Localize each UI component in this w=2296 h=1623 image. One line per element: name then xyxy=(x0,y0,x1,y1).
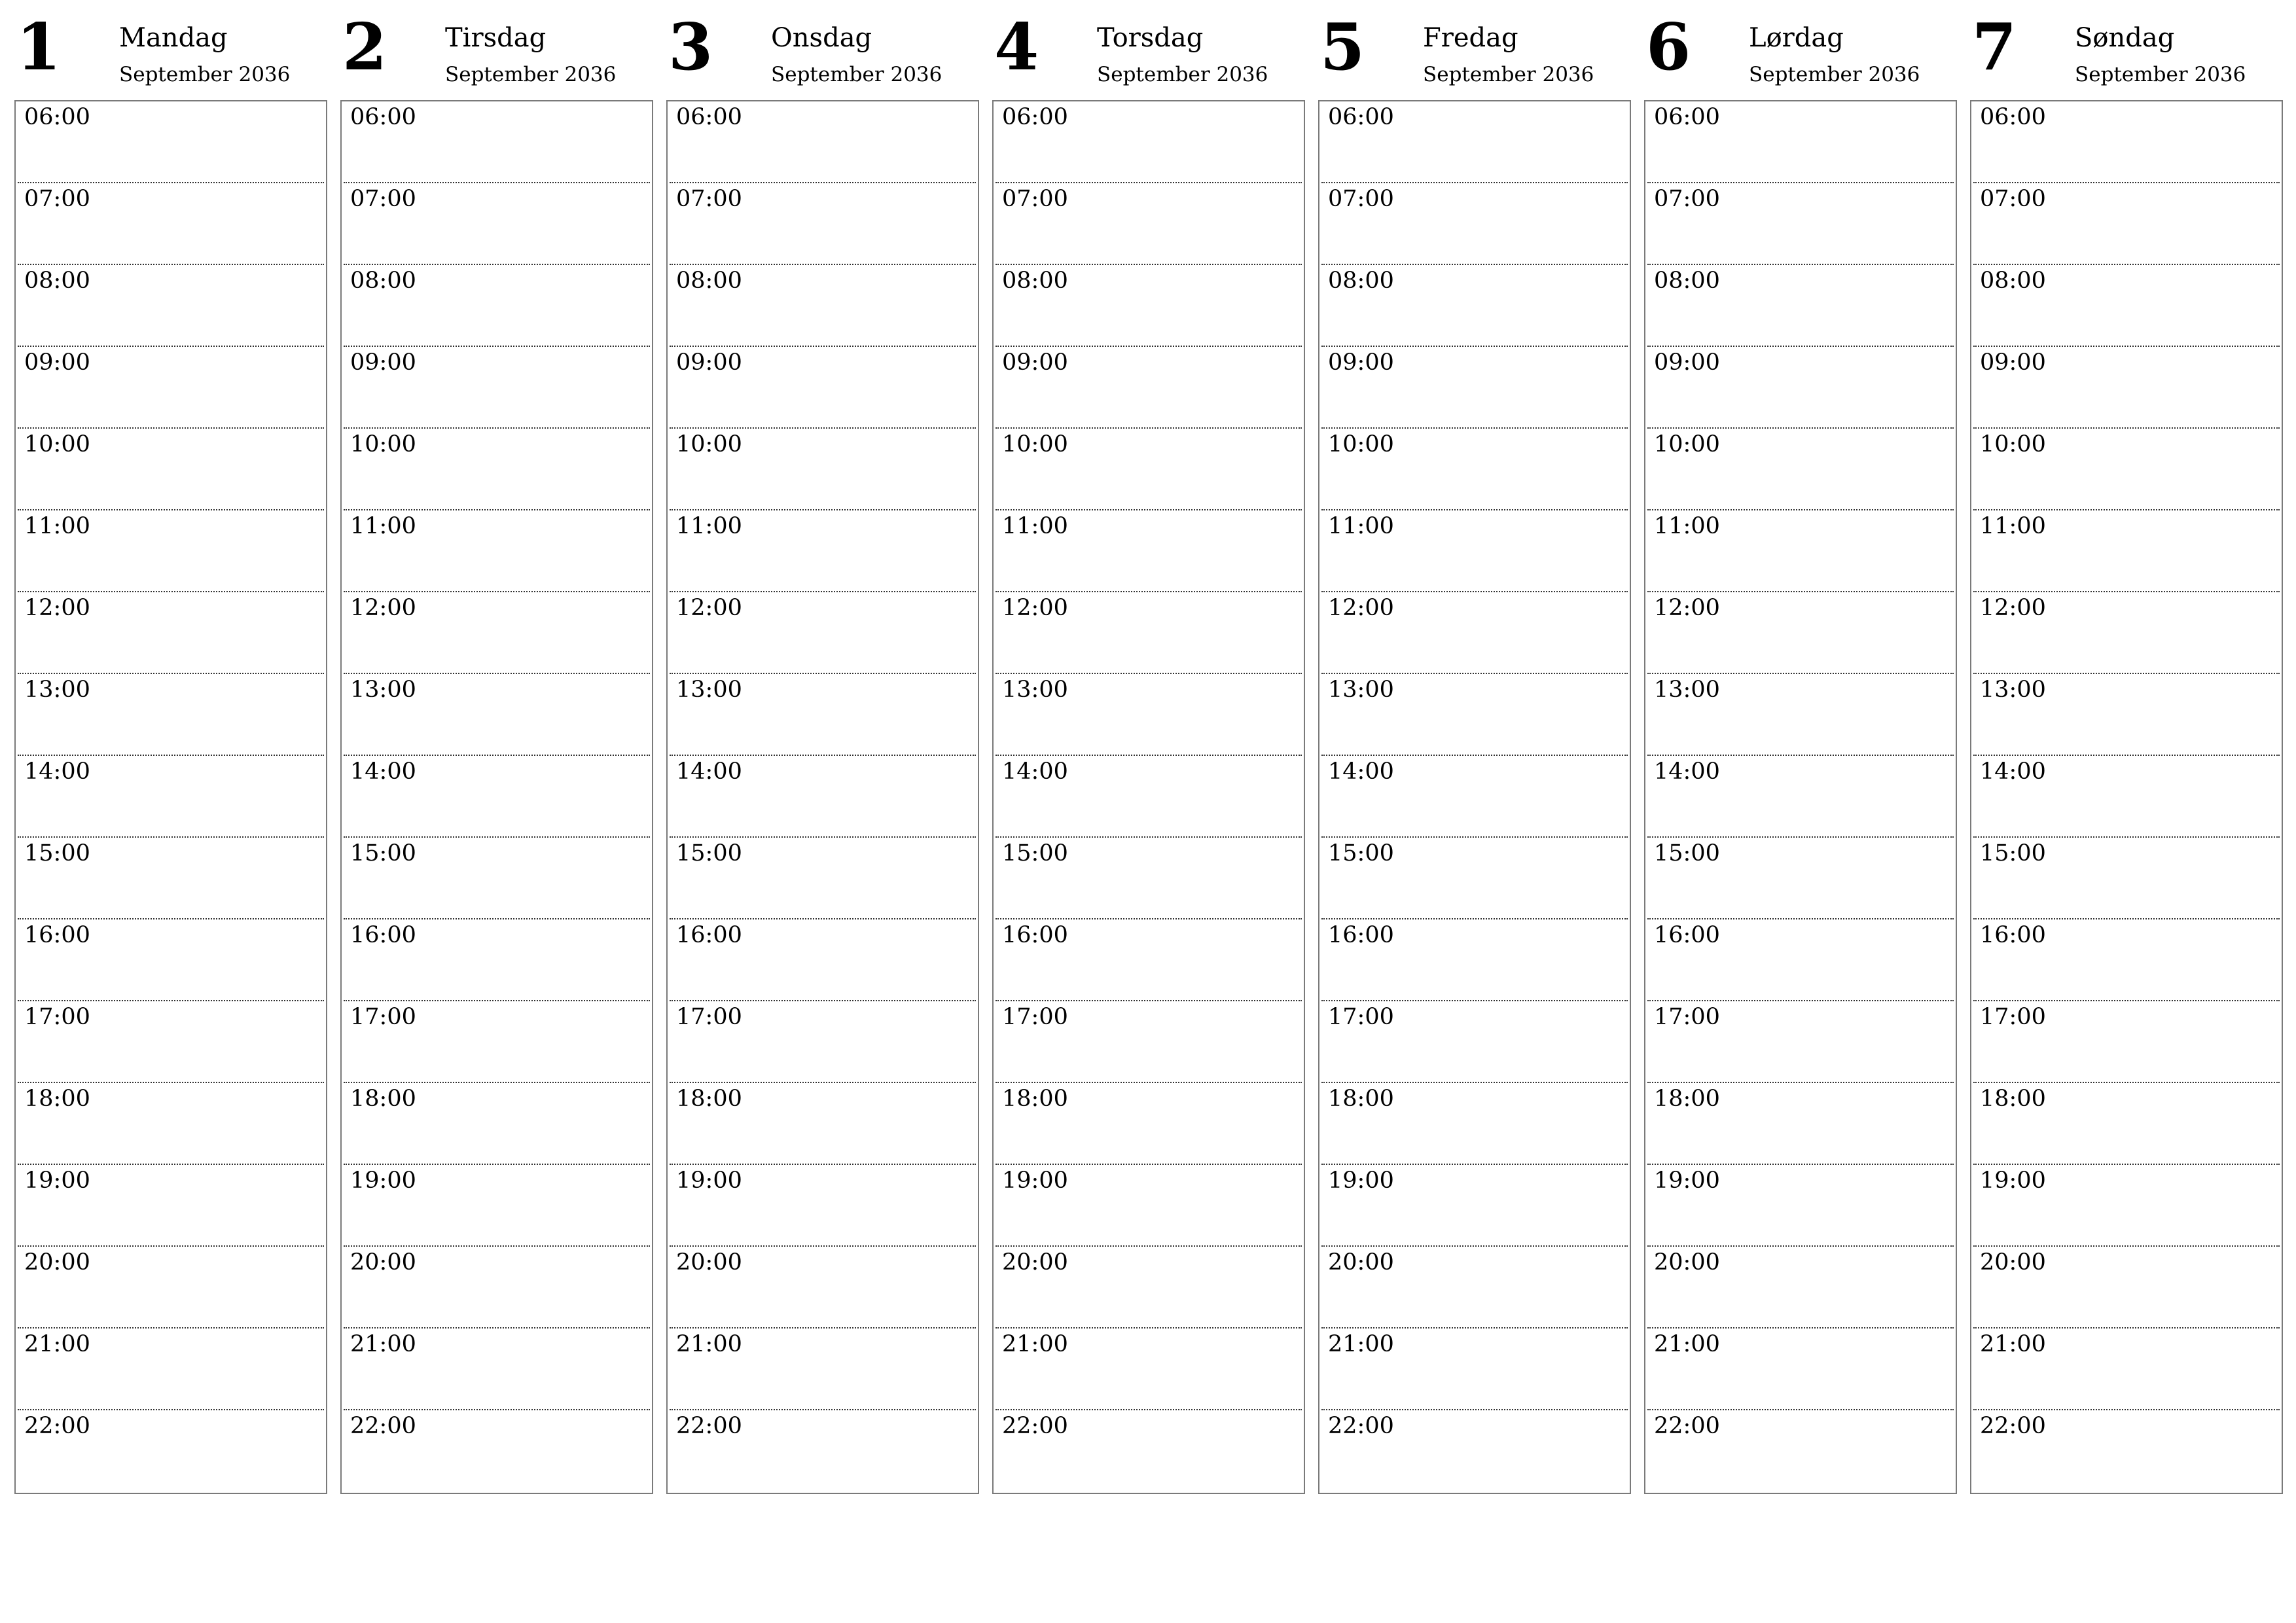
time-slot xyxy=(18,510,324,592)
time-label: 11:00 xyxy=(1328,513,1394,539)
time-label: 15:00 xyxy=(1654,840,1720,866)
weekday-name: Lørdag xyxy=(1749,23,1844,53)
time-slot xyxy=(1973,429,2280,510)
time-slot xyxy=(18,347,324,429)
time-label: 19:00 xyxy=(350,1168,416,1194)
time-slot xyxy=(1973,1247,2280,1329)
time-slot xyxy=(1647,838,1954,919)
time-label: 17:00 xyxy=(1654,1004,1720,1030)
time-slot xyxy=(996,1165,1302,1247)
time-slot xyxy=(1647,1329,1954,1410)
time-slot xyxy=(18,265,324,347)
time-slot xyxy=(1973,756,2280,838)
time-slot xyxy=(1973,510,2280,592)
time-label: 12:00 xyxy=(24,595,90,621)
time-label: 12:00 xyxy=(350,595,416,621)
time-slot xyxy=(1321,1247,1628,1329)
time-label: 13:00 xyxy=(1980,677,2046,703)
time-label: 17:00 xyxy=(676,1004,742,1030)
time-slot xyxy=(18,1165,324,1247)
time-slot xyxy=(670,756,976,838)
time-slot xyxy=(1321,510,1628,592)
time-slot xyxy=(996,838,1302,919)
time-label: 17:00 xyxy=(1002,1004,1068,1030)
time-slot xyxy=(996,347,1302,429)
time-slot xyxy=(1973,838,2280,919)
time-slot xyxy=(1321,756,1628,838)
time-label: 11:00 xyxy=(1654,513,1720,539)
time-slot xyxy=(18,592,324,674)
time-slot xyxy=(670,1001,976,1083)
time-slot xyxy=(1647,1165,1954,1247)
day-schedule-box xyxy=(1318,100,1631,1494)
time-slot xyxy=(1647,429,1954,510)
time-slot xyxy=(18,1247,324,1329)
time-slot xyxy=(1647,592,1954,674)
time-slot xyxy=(1321,1001,1628,1083)
time-label: 15:00 xyxy=(350,840,416,866)
time-label: 13:00 xyxy=(350,677,416,703)
time-label: 22:00 xyxy=(1654,1413,1720,1439)
time-label: 20:00 xyxy=(24,1249,90,1275)
time-slot xyxy=(344,1247,650,1329)
day-column xyxy=(992,0,1305,1439)
time-slot xyxy=(344,756,650,838)
day-number: 3 xyxy=(668,10,713,85)
time-label: 09:00 xyxy=(1328,349,1394,376)
time-label: 10:00 xyxy=(1980,431,2046,457)
time-slot xyxy=(996,1329,1302,1410)
time-slot xyxy=(1321,592,1628,674)
time-slot xyxy=(996,1410,1302,1492)
day-schedule-box xyxy=(1970,100,2283,1494)
time-label: 19:00 xyxy=(24,1168,90,1194)
time-slot xyxy=(670,429,976,510)
time-slot xyxy=(1647,1247,1954,1329)
time-slot xyxy=(1647,1083,1954,1165)
weekday-name: Fredag xyxy=(1423,23,1518,53)
time-slot xyxy=(18,183,324,265)
time-label: 06:00 xyxy=(350,104,416,130)
time-slot xyxy=(670,674,976,756)
time-label: 15:00 xyxy=(1980,840,2046,866)
time-slot xyxy=(996,510,1302,592)
time-slot xyxy=(996,756,1302,838)
time-label: 18:00 xyxy=(24,1086,90,1112)
time-slot xyxy=(1321,183,1628,265)
time-label: 14:00 xyxy=(350,758,416,785)
time-label: 14:00 xyxy=(1328,758,1394,785)
time-slot xyxy=(18,838,324,919)
time-label: 22:00 xyxy=(1980,1413,2046,1439)
time-slot xyxy=(1647,183,1954,265)
time-label: 06:00 xyxy=(1002,104,1068,130)
time-slot xyxy=(1321,838,1628,919)
time-label: 19:00 xyxy=(1002,1168,1068,1194)
time-label: 21:00 xyxy=(350,1331,416,1357)
time-label: 11:00 xyxy=(24,513,90,539)
day-number: 2 xyxy=(342,10,387,85)
day-header xyxy=(1644,0,1957,100)
time-label: 18:00 xyxy=(1654,1086,1720,1112)
time-label: 18:00 xyxy=(1980,1086,2046,1112)
time-slot xyxy=(1973,674,2280,756)
time-slot xyxy=(344,265,650,347)
time-label: 07:00 xyxy=(1328,186,1394,212)
time-slot xyxy=(1321,1165,1628,1247)
weekday-name: Søndag xyxy=(2075,23,2175,53)
time-label: 20:00 xyxy=(1654,1249,1720,1275)
time-slot xyxy=(670,1083,976,1165)
time-label: 06:00 xyxy=(24,104,90,130)
time-slot xyxy=(344,101,650,183)
time-slot xyxy=(1647,674,1954,756)
time-label: 15:00 xyxy=(676,840,742,866)
day-number: 7 xyxy=(1972,10,2017,85)
time-label: 17:00 xyxy=(350,1004,416,1030)
time-label: 08:00 xyxy=(1654,268,1720,294)
time-label: 09:00 xyxy=(676,349,742,376)
time-label: 18:00 xyxy=(350,1086,416,1112)
time-label: 20:00 xyxy=(1328,1249,1394,1275)
time-label: 18:00 xyxy=(1002,1086,1068,1112)
time-label: 14:00 xyxy=(1002,758,1068,785)
time-label: 15:00 xyxy=(24,840,90,866)
month-year-label: September 2036 xyxy=(119,63,291,86)
time-label: 11:00 xyxy=(676,513,742,539)
day-column xyxy=(14,0,327,1439)
time-slot xyxy=(18,1083,324,1165)
time-slot xyxy=(996,265,1302,347)
day-column xyxy=(1644,0,1957,1439)
time-label: 08:00 xyxy=(1328,268,1394,294)
day-schedule-box xyxy=(992,100,1305,1494)
time-label: 11:00 xyxy=(1002,513,1068,539)
time-slot xyxy=(670,1329,976,1410)
time-slot xyxy=(344,1410,650,1492)
time-slot xyxy=(344,347,650,429)
time-label: 22:00 xyxy=(1002,1413,1068,1439)
time-slot xyxy=(344,919,650,1001)
time-label: 14:00 xyxy=(24,758,90,785)
time-label: 16:00 xyxy=(350,922,416,948)
time-slot xyxy=(344,510,650,592)
time-label: 06:00 xyxy=(676,104,742,130)
day-number: 6 xyxy=(1646,10,1691,85)
time-label: 07:00 xyxy=(24,186,90,212)
time-label: 16:00 xyxy=(1328,922,1394,948)
month-year-label: September 2036 xyxy=(771,63,942,86)
time-label: 15:00 xyxy=(1328,840,1394,866)
time-label: 08:00 xyxy=(1002,268,1068,294)
time-label: 11:00 xyxy=(1980,513,2046,539)
time-slot xyxy=(18,1410,324,1492)
day-number: 1 xyxy=(16,10,62,85)
time-label: 09:00 xyxy=(350,349,416,376)
time-label: 10:00 xyxy=(1654,431,1720,457)
month-year-label: September 2036 xyxy=(1097,63,1268,86)
time-slot xyxy=(1973,1410,2280,1492)
time-label: 07:00 xyxy=(1654,186,1720,212)
time-label: 10:00 xyxy=(24,431,90,457)
time-slot xyxy=(1647,756,1954,838)
time-slot xyxy=(1321,1410,1628,1492)
time-label: 12:00 xyxy=(1328,595,1394,621)
time-label: 19:00 xyxy=(1980,1168,2046,1194)
time-label: 10:00 xyxy=(1002,431,1068,457)
time-label: 21:00 xyxy=(24,1331,90,1357)
time-slot xyxy=(996,592,1302,674)
time-label: 16:00 xyxy=(1980,922,2046,948)
month-year-label: September 2036 xyxy=(1423,63,1594,86)
time-slot xyxy=(1321,429,1628,510)
time-slot xyxy=(344,429,650,510)
time-slot xyxy=(1647,347,1954,429)
time-label: 21:00 xyxy=(1654,1331,1720,1357)
time-slot xyxy=(18,1001,324,1083)
time-slot xyxy=(18,101,324,183)
time-slot xyxy=(1647,510,1954,592)
weekday-name: Tirsdag xyxy=(445,23,547,53)
month-year-label: September 2036 xyxy=(1749,63,1920,86)
time-slot xyxy=(996,1001,1302,1083)
time-label: 14:00 xyxy=(1654,758,1720,785)
day-header xyxy=(14,0,327,100)
time-label: 13:00 xyxy=(676,677,742,703)
time-label: 08:00 xyxy=(350,268,416,294)
time-label: 14:00 xyxy=(676,758,742,785)
time-slot xyxy=(1647,919,1954,1001)
day-column xyxy=(1970,0,2283,1439)
weekday-name: Onsdag xyxy=(771,23,872,53)
time-label: 12:00 xyxy=(1980,595,2046,621)
time-label: 08:00 xyxy=(24,268,90,294)
time-label: 18:00 xyxy=(1328,1086,1394,1112)
day-header xyxy=(992,0,1305,100)
time-label: 22:00 xyxy=(350,1413,416,1439)
time-slot xyxy=(344,674,650,756)
day-schedule-box xyxy=(14,100,327,1494)
time-slot xyxy=(344,592,650,674)
time-slot xyxy=(1321,1083,1628,1165)
day-column xyxy=(666,0,979,1439)
time-slot xyxy=(670,1410,976,1492)
day-number: 4 xyxy=(994,10,1039,85)
time-label: 17:00 xyxy=(1328,1004,1394,1030)
time-slot xyxy=(1321,101,1628,183)
time-slot xyxy=(1973,347,2280,429)
time-slot xyxy=(996,429,1302,510)
time-slot xyxy=(996,1247,1302,1329)
time-label: 16:00 xyxy=(676,922,742,948)
time-label: 22:00 xyxy=(24,1413,90,1439)
time-label: 15:00 xyxy=(1002,840,1068,866)
time-label: 12:00 xyxy=(676,595,742,621)
time-slot xyxy=(1321,347,1628,429)
time-slot xyxy=(18,674,324,756)
time-label: 16:00 xyxy=(1002,922,1068,948)
time-slot xyxy=(344,183,650,265)
time-label: 13:00 xyxy=(24,677,90,703)
time-slot xyxy=(344,838,650,919)
time-label: 12:00 xyxy=(1002,595,1068,621)
time-slot xyxy=(996,919,1302,1001)
time-label: 07:00 xyxy=(676,186,742,212)
time-slot xyxy=(18,756,324,838)
time-slot xyxy=(670,838,976,919)
time-label: 07:00 xyxy=(1980,186,2046,212)
time-slot xyxy=(18,429,324,510)
time-label: 19:00 xyxy=(1654,1168,1720,1194)
time-slot xyxy=(18,919,324,1001)
time-slot xyxy=(670,183,976,265)
time-label: 11:00 xyxy=(350,513,416,539)
time-slot xyxy=(670,265,976,347)
time-label: 16:00 xyxy=(24,922,90,948)
time-label: 13:00 xyxy=(1654,677,1720,703)
time-label: 06:00 xyxy=(1328,104,1394,130)
time-slot xyxy=(18,1329,324,1410)
time-label: 12:00 xyxy=(1654,595,1720,621)
time-label: 09:00 xyxy=(1980,349,2046,376)
time-label: 14:00 xyxy=(1980,758,2046,785)
time-slot xyxy=(1647,265,1954,347)
time-label: 20:00 xyxy=(676,1249,742,1275)
time-label: 10:00 xyxy=(1328,431,1394,457)
time-slot xyxy=(996,101,1302,183)
time-slot xyxy=(1973,592,2280,674)
time-slot xyxy=(670,347,976,429)
time-slot xyxy=(1973,183,2280,265)
time-slot xyxy=(996,674,1302,756)
time-label: 20:00 xyxy=(350,1249,416,1275)
time-label: 18:00 xyxy=(676,1086,742,1112)
time-slot xyxy=(670,510,976,592)
time-label: 22:00 xyxy=(1328,1413,1394,1439)
time-slot xyxy=(1973,919,2280,1001)
day-header xyxy=(1970,0,2283,100)
time-label: 22:00 xyxy=(676,1413,742,1439)
time-slot xyxy=(344,1083,650,1165)
time-slot xyxy=(670,1247,976,1329)
time-slot xyxy=(1321,265,1628,347)
time-slot xyxy=(344,1001,650,1083)
time-label: 21:00 xyxy=(676,1331,742,1357)
time-label: 10:00 xyxy=(350,431,416,457)
time-label: 08:00 xyxy=(1980,268,2046,294)
time-slot xyxy=(1973,1165,2280,1247)
day-schedule-box xyxy=(666,100,979,1494)
time-label: 16:00 xyxy=(1654,922,1720,948)
time-label: 10:00 xyxy=(676,431,742,457)
day-column xyxy=(1318,0,1631,1439)
time-slot xyxy=(1647,1001,1954,1083)
time-label: 17:00 xyxy=(1980,1004,2046,1030)
time-slot xyxy=(344,1165,650,1247)
month-year-label: September 2036 xyxy=(2075,63,2246,86)
day-schedule-box xyxy=(1644,100,1957,1494)
time-slot xyxy=(1321,674,1628,756)
month-year-label: September 2036 xyxy=(445,63,617,86)
day-schedule-box xyxy=(340,100,653,1494)
time-slot xyxy=(996,183,1302,265)
time-label: 20:00 xyxy=(1980,1249,2046,1275)
time-label: 21:00 xyxy=(1980,1331,2046,1357)
time-slot xyxy=(670,1165,976,1247)
time-label: 13:00 xyxy=(1328,677,1394,703)
time-slot xyxy=(996,1083,1302,1165)
time-label: 06:00 xyxy=(1654,104,1720,130)
time-slot xyxy=(670,101,976,183)
time-slot xyxy=(1973,101,2280,183)
time-slot xyxy=(1973,265,2280,347)
day-header xyxy=(1318,0,1631,100)
time-label: 06:00 xyxy=(1980,104,2046,130)
time-slot xyxy=(1647,1410,1954,1492)
time-label: 19:00 xyxy=(676,1168,742,1194)
time-slot xyxy=(1973,1329,2280,1410)
day-column xyxy=(340,0,653,1439)
weekday-name: Torsdag xyxy=(1097,23,1204,53)
time-label: 09:00 xyxy=(1654,349,1720,376)
time-slot xyxy=(1321,919,1628,1001)
time-label: 20:00 xyxy=(1002,1249,1068,1275)
time-label: 08:00 xyxy=(676,268,742,294)
time-label: 19:00 xyxy=(1328,1168,1394,1194)
time-slot xyxy=(1973,1001,2280,1083)
time-slot xyxy=(344,1329,650,1410)
day-number: 5 xyxy=(1320,10,1365,85)
time-label: 09:00 xyxy=(24,349,90,376)
time-slot xyxy=(670,592,976,674)
time-label: 07:00 xyxy=(350,186,416,212)
time-label: 07:00 xyxy=(1002,186,1068,212)
day-header xyxy=(340,0,653,100)
time-label: 21:00 xyxy=(1002,1331,1068,1357)
time-slot xyxy=(1973,1083,2280,1165)
time-slot xyxy=(1321,1329,1628,1410)
time-label: 17:00 xyxy=(24,1004,90,1030)
time-label: 09:00 xyxy=(1002,349,1068,376)
time-slot xyxy=(1647,101,1954,183)
time-label: 21:00 xyxy=(1328,1331,1394,1357)
time-label: 13:00 xyxy=(1002,677,1068,703)
day-header xyxy=(666,0,979,100)
time-slot xyxy=(670,919,976,1001)
weekday-name: Mandag xyxy=(119,23,228,53)
